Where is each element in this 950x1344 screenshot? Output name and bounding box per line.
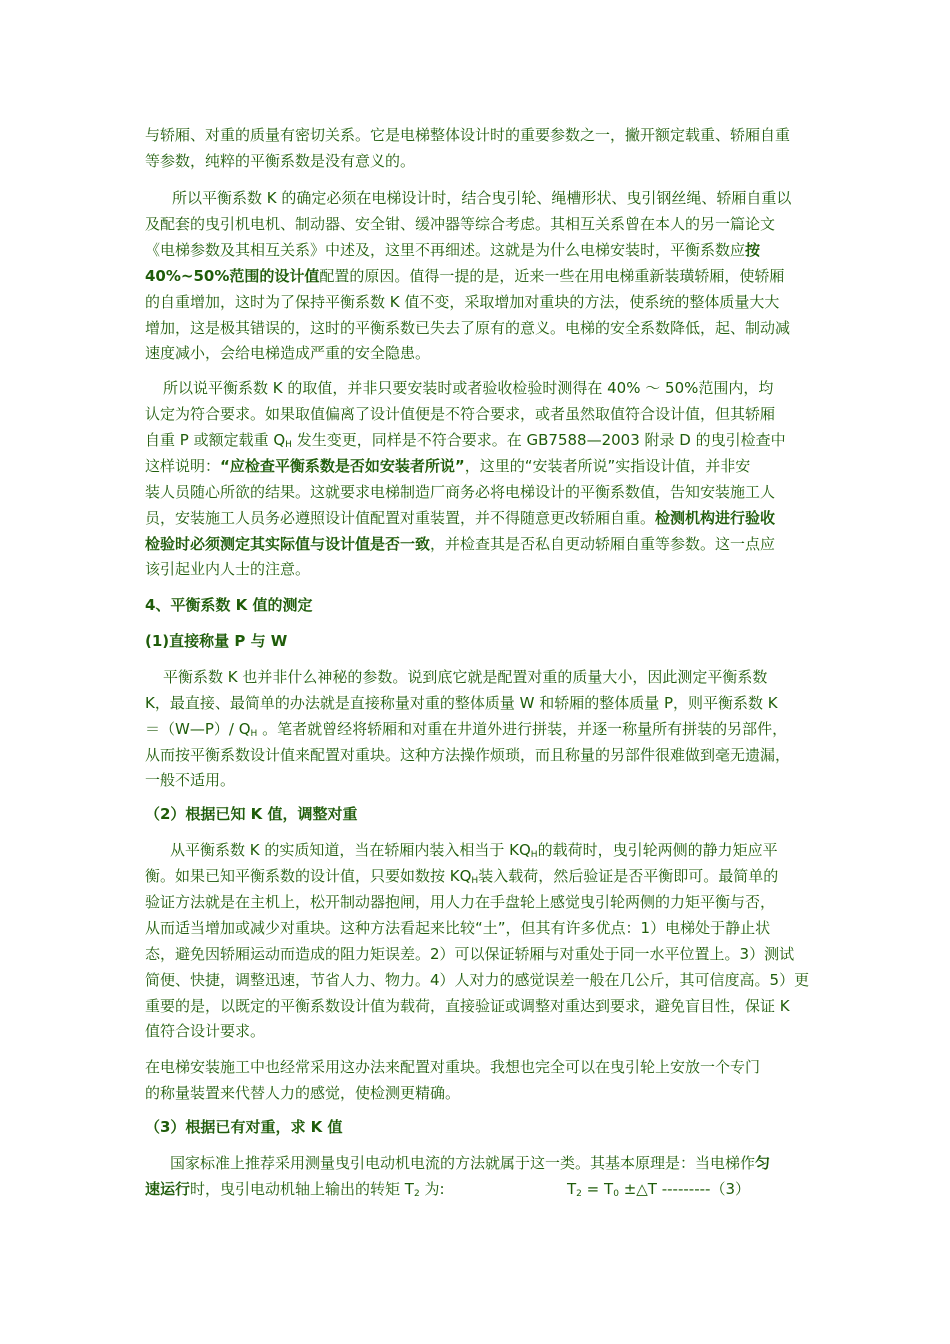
- paragraph-3-line-4: 这样说明：“应检查平衡系数是否如安装者所说”，这里的“安装者所说”实指设计值，并非安: [145, 457, 751, 475]
- paragraph-3-line-7: 检验时必须测定其实际值与设计值是否一致，并检查其是否私自更动轿厢自重等参数。这一点应: [145, 535, 776, 553]
- paragraph-7-line-2: 速运行时，曳引电动机轴上输出的转矩 $T_2$ 为:: [145, 1180, 445, 1199]
- paragraph-5-line-6: 简便、快捷，调整迅速，节省人力、物力。4）人对力的感觉误差一般在几公斤，其可信度高。5）更: [145, 971, 810, 989]
- paragraph-3-line-8: 该引起业内人士的注意。: [145, 560, 311, 578]
- paragraph-2-line-6: 增加，这是极其错误的，这时的平衡系数已失去了原有的意义。电梯的安全系数降低，起、制动减: [145, 319, 791, 337]
- paragraph-5-line-4: 从而适当增加或减少对重块。这种方法看起来比较“土”，但其有许多优点：1）电梯处于静止状: [145, 919, 771, 937]
- paragraph-5-line-7: 重要的是，以既定的平衡系数设计值为载荷，直接验证或调整对重达到要求，避免盲目性，保证 K: [145, 997, 790, 1015]
- paragraph-4-line-5: 一般不适用。: [145, 771, 236, 789]
- paragraph-2-line-5: 的自重增加，这时为了保持平衡系数 K 值不变，采取增加对重块的方法，使系统的整体质量大大: [145, 293, 780, 311]
- paragraph-3-line-1: 所以说平衡系数 K 的取值，并非只要安装时或者验收检验时测得在 40% ～ 50%范围内，均: [163, 379, 774, 397]
- paragraph-2-line-2: 及配套的曳引机电机、制动器、安全钳、缓冲器等综合考虑。其相互关系曾在本人的另一篇论文: [145, 215, 776, 233]
- paragraph-2-line-7: 速度减小，会给电梯造成严重的安全隐患。: [145, 344, 431, 362]
- paragraph-7-line-1: 国家标准上推荐采用测量曳引电动机电流的方法就属于这一类。其基本原理是：当电梯作匀: [170, 1154, 771, 1172]
- paragraph-2-line-1: 所以平衡系数 K 的确定必须在电梯设计时，结合曳引轮、绳槽形状、曳引钢丝绳、轿厢自重以: [172, 189, 792, 207]
- paragraph-4-line-3: ＝（W—P）/ $Q_H$ 。笔者就曾经将轿厢和对重在井道外进行拼装，并逐一称量所有拼装的另部件，: [145, 720, 788, 739]
- paragraph-5-line-2: 衡。如果已知平衡系数的设计值，只要如数按 $KQ_H$装入载荷，然后验证是否平衡即可。最简单的: [145, 867, 779, 886]
- paragraph-5-line-1: 从平衡系数 K 的实质知道，当在轿厢内装入相当于 $KQ_H$的载荷时，曳引轮两侧的静力矩应平: [170, 841, 778, 860]
- paragraph-5-line-3: 验证方法就是在主机上，松开制动器抱闸，用人力在手盘轮上感觉曳引轮两侧的力矩平衡与否，: [145, 893, 776, 911]
- paragraph-1-line-2: 等参数，纯粹的平衡系数是没有意义的。: [145, 152, 416, 170]
- paragraph-3-line-3: 自重 P 或额定载重 $Q_H$ 发生变更，同样是不符合要求。在 GB7588—2003 附录 D 的曳引检查中: [145, 431, 786, 450]
- paragraph-3-line-2: 认定为符合要求。如果取值偏离了设计值便是不符合要求，或者虽然取值符合设计值，但其轿厢: [145, 405, 776, 423]
- paragraph-2-line-3: 《电梯参数及其相互关系》中述及，这里不再细述。这就是为什么电梯安装时，平衡系数应按: [145, 241, 761, 259]
- subsection-heading-1: (1)直接称量 P 与 W: [145, 632, 288, 650]
- paragraph-6-line-2: 的称量装置来代替人力的感觉，使检测更精确。: [145, 1084, 461, 1102]
- section-heading-4: 4、平衡系数 K 值的测定: [145, 596, 313, 614]
- paragraph-4-line-2: K，最直接、最简单的办法就是直接称量对重的整体质量 W 和轿厢的整体质量 P，则平衡系数 K: [145, 694, 778, 712]
- paragraph-5-line-8: 值符合设计要求。: [145, 1022, 266, 1040]
- paragraph-2-line-4: 40%~50%范围的设计值配置的原因。值得一提的是，近来一些在用电梯重新装璜轿厢，使轿厢: [145, 267, 785, 285]
- paragraph-1-line-1: 与轿厢、对重的质量有密切关系。它是电梯整体设计时的重要参数之一，撇开额定载重、轿厢自重: [145, 126, 791, 144]
- paragraph-4-line-4: 从而按平衡系数设计值来配置对重块。这种方法操作烦琐，而且称量的另部件很难做到毫无遗漏，: [145, 746, 791, 764]
- formula-3: $T_2 = T_0$ ±△T ---------（3）: [567, 1180, 750, 1199]
- subsection-heading-2: （2）根据已知 K 值，调整对重: [145, 805, 358, 823]
- paragraph-3-line-6: 员，安装施工人员务必遵照设计值配置对重装置，并不得随意更改轿厢自重。检测机构进行验收: [145, 509, 776, 527]
- paragraph-4-line-1: 平衡系数 K 也并非什么神秘的参数。说到底它就是配置对重的质量大小，因此测定平衡系数: [163, 668, 768, 686]
- paragraph-5-line-5: 态，避免因轿厢运动而造成的阻力矩误差。2）可以保证轿厢与对重处于同一水平位置上。3）测试: [145, 945, 795, 963]
- subsection-heading-3: （3）根据已有对重，求 K 值: [145, 1118, 343, 1136]
- paragraph-3-line-5: 装人员随心所欲的结果。这就要求电梯制造厂商务必将电梯设计的平衡系数值，告知安装施工人: [145, 483, 776, 501]
- paragraph-6-line-1: 在电梯安装施工中也经常采用这办法来配置对重块。我想也完全可以在曳引轮上安放一个专门: [145, 1058, 761, 1076]
